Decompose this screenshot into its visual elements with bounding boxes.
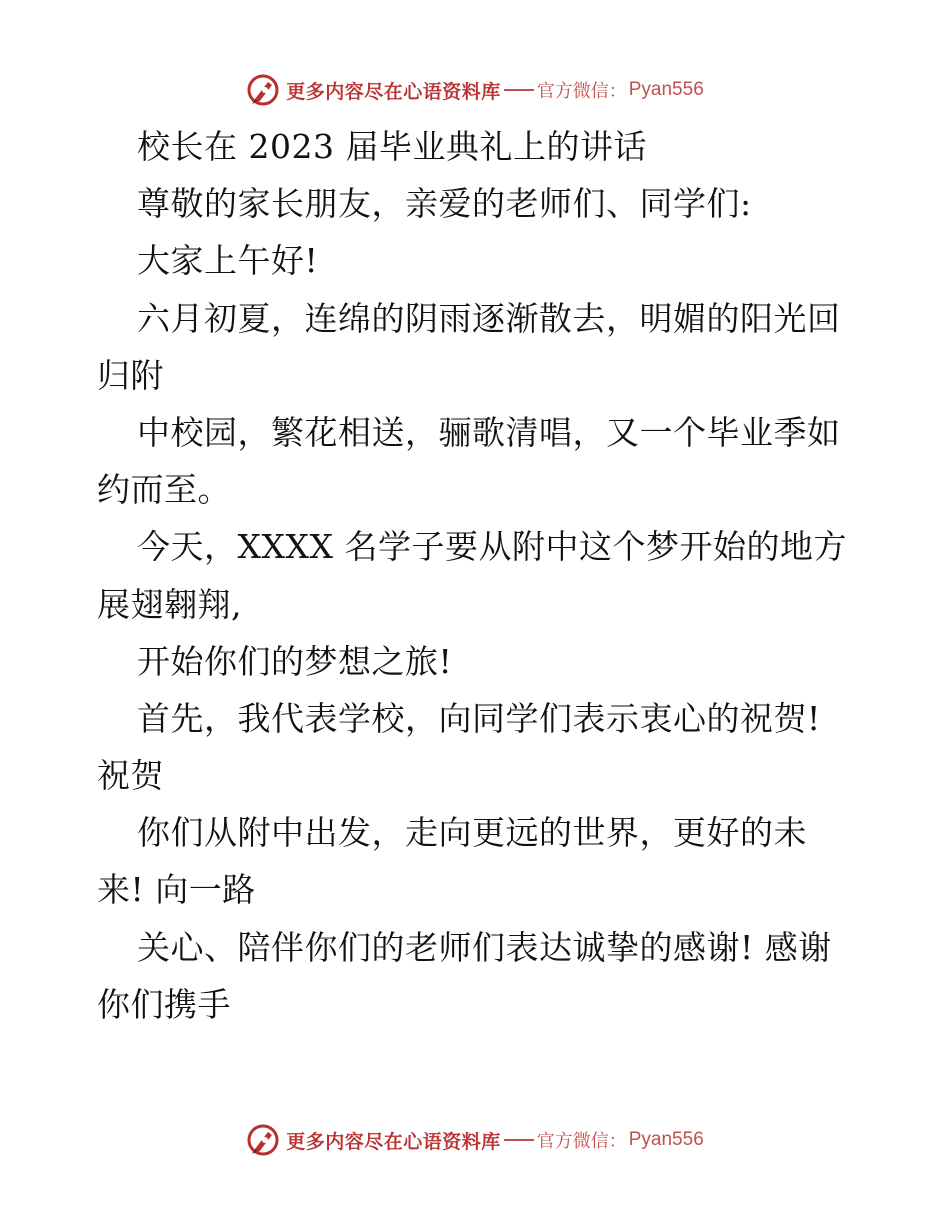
header-wechat-label: 官方微信： [536, 81, 627, 102]
paragraph-line: 展翅翱翔, [97, 584, 242, 624]
paragraph-line: 中校园，繁花相送，骊歌清唱，又一个毕业季如 [137, 412, 841, 452]
footer-dash [504, 1139, 534, 1141]
header-wechat-id: Pyan556 [628, 79, 704, 100]
paragraph-line: 祝贺 [97, 756, 164, 796]
paragraph-line: 归附 [97, 355, 164, 395]
document-title: 校长在 2023 届毕业典礼上的讲话 [137, 127, 647, 166]
header-brand-text: 更多内容尽在心语资料库 [286, 80, 501, 103]
paragraph-line: 来! 向一路 [97, 870, 256, 910]
salutation: 尊敬的家长朋友，亲爱的老师们、同学们: [137, 184, 752, 224]
greeting: 大家上午好! [137, 241, 319, 281]
paragraph-line: 开始你们的梦想之旅! [137, 641, 453, 681]
paragraph-line: 你们携手 [97, 984, 231, 1024]
paragraph-line: 六月初夏，连绵的阴雨逐渐散去，明媚的阳光回 [137, 298, 841, 338]
footer-brand-text: 更多内容尽在心语资料库 [286, 1130, 501, 1153]
paragraph-line: 首先，我代表学校，向同学们表示衷心的祝贺! [137, 698, 821, 738]
paragraph-line: 你们从附中出发，走向更远的世界，更好的未 [137, 813, 807, 853]
header-banner [0, 72, 950, 108]
header-dash [504, 89, 534, 91]
document-body [97, 118, 867, 1033]
paragraph-line: 今天，XXXX 名学子要从附中这个梦开始的地方 [137, 527, 847, 567]
paragraph-line: 约而至。 [97, 470, 231, 510]
footer-wechat-id: Pyan556 [628, 1129, 704, 1150]
footer-banner [0, 1122, 950, 1158]
paragraph-line: 关心、陪伴你们的老师们表达诚挚的感谢! 感谢 [137, 927, 832, 967]
pen-logo-icon [246, 73, 280, 107]
pen-logo-icon [246, 1123, 280, 1157]
footer-wechat-label: 官方微信： [536, 1131, 627, 1152]
